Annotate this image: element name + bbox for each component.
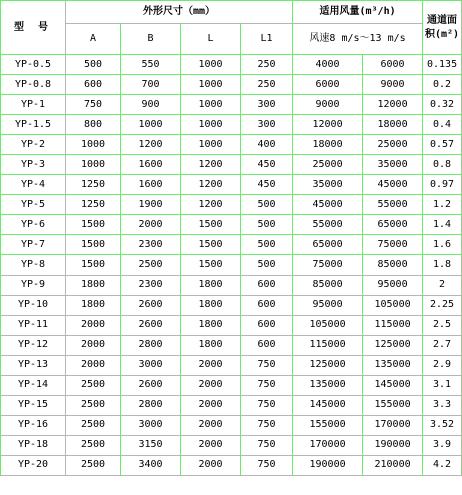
dim-b-cell: 700: [121, 75, 181, 95]
airflow-min-cell: 65000: [293, 235, 363, 255]
dim-l1-cell: 450: [241, 175, 293, 195]
airflow-min-cell: 145000: [293, 395, 363, 415]
table-header: [1, 1, 462, 55]
table-row: [1, 235, 462, 255]
dim-l1-cell: 500: [241, 255, 293, 275]
dim-l-cell: 1500: [181, 255, 241, 275]
airflow-min-cell: 55000: [293, 215, 363, 235]
dim-l-cell: 2000: [181, 395, 241, 415]
model-cell: YP-1.5: [1, 115, 66, 135]
model-cell: YP-16: [1, 415, 66, 435]
dim-l-cell: 1800: [181, 295, 241, 315]
model-cell: YP-11: [1, 315, 66, 335]
model-cell: YP-8: [1, 255, 66, 275]
dim-b-cell: 1600: [121, 155, 181, 175]
table-row: [1, 115, 462, 135]
dim-b-cell: 900: [121, 95, 181, 115]
table-row: [1, 315, 462, 335]
area-cell: 1.4: [423, 215, 462, 235]
dim-b-cell: 1000: [121, 115, 181, 135]
dim-a-cell: 2500: [66, 415, 121, 435]
table-row: [1, 255, 462, 275]
airflow-min-cell: 6000: [293, 75, 363, 95]
dim-b-cell: 1900: [121, 195, 181, 215]
airflow-max-cell: 145000: [363, 375, 423, 395]
model-cell: YP-9: [1, 275, 66, 295]
dim-l-cell: 1500: [181, 215, 241, 235]
dim-b-cell: 3000: [121, 415, 181, 435]
airflow-min-cell: 4000: [293, 55, 363, 75]
dim-a-cell: 2000: [66, 355, 121, 375]
dim-l1-cell: 750: [241, 355, 293, 375]
dim-col-b: B: [121, 24, 181, 55]
area-header-line2: 积(m²): [425, 28, 460, 40]
dim-col-l: L: [181, 24, 241, 55]
dim-b-cell: 2800: [121, 335, 181, 355]
dim-a-cell: 1500: [66, 215, 121, 235]
dim-b-cell: 1200: [121, 135, 181, 155]
table-row: [1, 395, 462, 415]
dim-l1-cell: 450: [241, 155, 293, 175]
dim-a-cell: 600: [66, 75, 121, 95]
airflow-max-cell: 12000: [363, 95, 423, 115]
airflow-min-cell: 135000: [293, 375, 363, 395]
dim-a-cell: 2500: [66, 435, 121, 455]
model-cell: YP-2: [1, 135, 66, 155]
dim-a-cell: 1800: [66, 275, 121, 295]
area-cell: 0.8: [423, 155, 462, 175]
table-row: [1, 215, 462, 235]
dim-l-cell: 1000: [181, 115, 241, 135]
dim-l1-cell: 400: [241, 135, 293, 155]
model-cell: YP-6: [1, 215, 66, 235]
model-cell: YP-1: [1, 95, 66, 115]
dim-l1-cell: 600: [241, 275, 293, 295]
dim-l1-cell: 750: [241, 415, 293, 435]
dim-l1-cell: 500: [241, 195, 293, 215]
model-cell: YP-10: [1, 295, 66, 315]
airflow-min-cell: 45000: [293, 195, 363, 215]
airflow-max-cell: 210000: [363, 455, 423, 475]
airflow-min-cell: 155000: [293, 415, 363, 435]
airflow-max-cell: 105000: [363, 295, 423, 315]
table-row: [1, 335, 462, 355]
airflow-max-cell: 6000: [363, 55, 423, 75]
area-cell: 2: [423, 275, 462, 295]
table-row: [1, 275, 462, 295]
area-cell: 3.3: [423, 395, 462, 415]
dim-a-cell: 2000: [66, 335, 121, 355]
dim-l1-cell: 600: [241, 315, 293, 335]
airflow-max-cell: 25000: [363, 135, 423, 155]
dim-l1-cell: 750: [241, 395, 293, 415]
table-row: [1, 135, 462, 155]
dim-l-cell: 1200: [181, 175, 241, 195]
dim-l1-cell: 750: [241, 435, 293, 455]
dim-a-cell: 1250: [66, 175, 121, 195]
dim-l-cell: 1000: [181, 135, 241, 155]
dim-l-cell: 1000: [181, 95, 241, 115]
airflow-min-cell: 115000: [293, 335, 363, 355]
table-body: [1, 55, 462, 476]
airflow-max-cell: 9000: [363, 75, 423, 95]
area-cell: 4.2: [423, 455, 462, 475]
airflow-min-cell: 25000: [293, 155, 363, 175]
area-cell: 3.9: [423, 435, 462, 455]
dim-a-cell: 1500: [66, 235, 121, 255]
dim-a-cell: 1500: [66, 255, 121, 275]
airflow-max-cell: 65000: [363, 215, 423, 235]
dim-b-cell: 3000: [121, 355, 181, 375]
dim-l1-cell: 600: [241, 295, 293, 315]
airflow-min-cell: 190000: [293, 455, 363, 475]
dim-l-cell: 1000: [181, 55, 241, 75]
dim-l-cell: 1500: [181, 235, 241, 255]
table-row: [1, 355, 462, 375]
area-cell: 2.9: [423, 355, 462, 375]
dim-b-cell: 2600: [121, 295, 181, 315]
dim-col-a: A: [66, 24, 121, 55]
dim-b-cell: 550: [121, 55, 181, 75]
airflow-min-cell: 95000: [293, 295, 363, 315]
table-row: [1, 175, 462, 195]
area-cell: 1.6: [423, 235, 462, 255]
dim-l-cell: 2000: [181, 355, 241, 375]
model-header: 型 号: [1, 1, 66, 55]
dim-l1-cell: 300: [241, 115, 293, 135]
dim-l1-cell: 600: [241, 335, 293, 355]
table-row: [1, 435, 462, 455]
dim-a-cell: 1000: [66, 155, 121, 175]
dim-a-cell: 2500: [66, 375, 121, 395]
airflow-note: 风速8 m/s～13 m/s: [293, 24, 423, 55]
area-cell: 1.8: [423, 255, 462, 275]
table-row: [1, 155, 462, 175]
dim-l1-cell: 750: [241, 455, 293, 475]
model-cell: YP-4: [1, 175, 66, 195]
model-cell: YP-7: [1, 235, 66, 255]
dim-l1-cell: 750: [241, 375, 293, 395]
dim-b-cell: 3150: [121, 435, 181, 455]
area-cell: 1.2: [423, 195, 462, 215]
dim-a-cell: 1250: [66, 195, 121, 215]
airflow-max-cell: 95000: [363, 275, 423, 295]
model-cell: YP-0.5: [1, 55, 66, 75]
area-cell: 0.97: [423, 175, 462, 195]
area-cell: 0.4: [423, 115, 462, 135]
model-cell: YP-5: [1, 195, 66, 215]
model-cell: YP-13: [1, 355, 66, 375]
area-cell: 0.2: [423, 75, 462, 95]
area-header: [423, 1, 462, 55]
airflow-max-cell: 135000: [363, 355, 423, 375]
airflow-min-cell: 18000: [293, 135, 363, 155]
airflow-max-cell: 75000: [363, 235, 423, 255]
dim-a-cell: 1000: [66, 135, 121, 155]
dim-l-cell: 1800: [181, 275, 241, 295]
table-row: [1, 375, 462, 395]
table-row: [1, 295, 462, 315]
airflow-max-cell: 85000: [363, 255, 423, 275]
model-cell: YP-0.8: [1, 75, 66, 95]
dim-b-cell: 2300: [121, 275, 181, 295]
dim-l-cell: 1200: [181, 155, 241, 175]
dim-a-cell: 500: [66, 55, 121, 75]
dim-b-cell: 2300: [121, 235, 181, 255]
model-cell: YP-3: [1, 155, 66, 175]
dim-l1-cell: 500: [241, 235, 293, 255]
table-row: [1, 95, 462, 115]
dim-l-cell: 2000: [181, 435, 241, 455]
model-cell: YP-15: [1, 395, 66, 415]
dim-b-cell: 2000: [121, 215, 181, 235]
area-cell: 0.135: [423, 55, 462, 75]
table-row: [1, 55, 462, 75]
model-cell: YP-14: [1, 375, 66, 395]
area-cell: 3.1: [423, 375, 462, 395]
airflow-max-cell: 18000: [363, 115, 423, 135]
table-row: [1, 415, 462, 435]
area-cell: 0.32: [423, 95, 462, 115]
dim-b-cell: 2500: [121, 255, 181, 275]
dim-l-cell: 2000: [181, 455, 241, 475]
area-header-line1: 通道面: [427, 14, 458, 26]
airflow-max-cell: 190000: [363, 435, 423, 455]
table-row: [1, 75, 462, 95]
model-cell: YP-20: [1, 455, 66, 475]
dim-l-cell: 1000: [181, 75, 241, 95]
area-cell: 2.25: [423, 295, 462, 315]
dim-a-cell: 2500: [66, 395, 121, 415]
airflow-min-cell: 125000: [293, 355, 363, 375]
area-cell: 3.52: [423, 415, 462, 435]
area-cell: 0.57: [423, 135, 462, 155]
airflow-max-cell: 125000: [363, 335, 423, 355]
dim-l-cell: 2000: [181, 375, 241, 395]
dimensions-header: 外形尺寸（mm）: [66, 1, 293, 24]
area-cell: 2.7: [423, 335, 462, 355]
airflow-min-cell: 12000: [293, 115, 363, 135]
dim-b-cell: 2800: [121, 395, 181, 415]
dim-l-cell: 1800: [181, 335, 241, 355]
airflow-max-cell: 45000: [363, 175, 423, 195]
dim-a-cell: 800: [66, 115, 121, 135]
dim-b-cell: 1600: [121, 175, 181, 195]
dim-l1-cell: 500: [241, 215, 293, 235]
airflow-max-cell: 115000: [363, 315, 423, 335]
dim-b-cell: 2600: [121, 375, 181, 395]
airflow-max-cell: 55000: [363, 195, 423, 215]
dim-b-cell: 2600: [121, 315, 181, 335]
model-cell: YP-18: [1, 435, 66, 455]
airflow-header: 适用风量(m³/h): [293, 1, 423, 24]
airflow-max-cell: 155000: [363, 395, 423, 415]
dim-a-cell: 750: [66, 95, 121, 115]
dim-l-cell: 1800: [181, 315, 241, 335]
dim-col-l1: L1: [241, 24, 293, 55]
table-row: [1, 195, 462, 215]
dim-l-cell: 2000: [181, 415, 241, 435]
dim-l1-cell: 250: [241, 55, 293, 75]
dim-a-cell: 1800: [66, 295, 121, 315]
table-row: [1, 455, 462, 475]
dim-a-cell: 2000: [66, 315, 121, 335]
dim-l1-cell: 300: [241, 95, 293, 115]
airflow-min-cell: 85000: [293, 275, 363, 295]
airflow-max-cell: 170000: [363, 415, 423, 435]
airflow-min-cell: 105000: [293, 315, 363, 335]
airflow-min-cell: 75000: [293, 255, 363, 275]
airflow-max-cell: 35000: [363, 155, 423, 175]
dim-l1-cell: 250: [241, 75, 293, 95]
dim-l-cell: 1200: [181, 195, 241, 215]
airflow-min-cell: 170000: [293, 435, 363, 455]
model-cell: YP-12: [1, 335, 66, 355]
dim-a-cell: 2500: [66, 455, 121, 475]
area-cell: 2.5: [423, 315, 462, 335]
dim-b-cell: 3400: [121, 455, 181, 475]
airflow-min-cell: 9000: [293, 95, 363, 115]
airflow-min-cell: 35000: [293, 175, 363, 195]
